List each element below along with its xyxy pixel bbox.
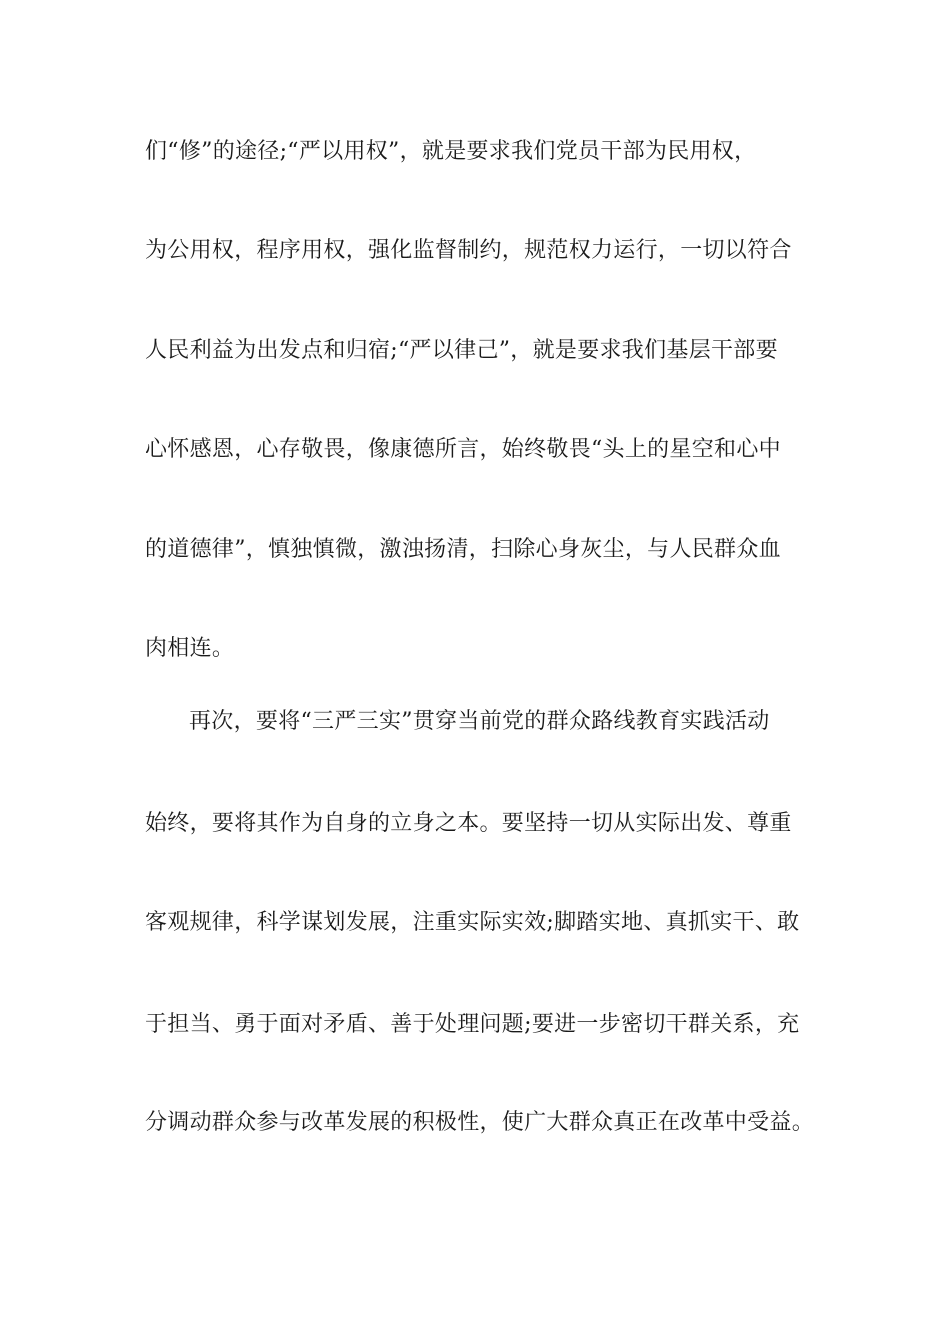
text-line: 肉相连。 [145,636,235,661]
text-line: 人民利益为出发点和归宿;“严以律己”，就是要求我们基层干部要 [145,338,778,363]
text-line: 分调动群众参与改革发展的积极性，使广大群众真正在改革中受益。 [145,1110,815,1135]
text-line: 们“修”的途径;“严以用权”，就是要求我们党员干部为民用权， [145,139,757,164]
text-line: 客观规律，科学谋划发展，注重实际实效;脚踏实地、真抓实干、敢 [145,910,800,935]
text-line: 于担当、勇于面对矛盾、善于处理问题;要进一步密切干群关系，充 [145,1012,800,1037]
paragraph-first-line: 再次，要将“三严三实”贯穿当前党的群众路线教育实践活动 [189,709,770,734]
text-line: 始终，要将其作为自身的立身之本。要坚持一切从实际出发、尊重 [145,811,792,836]
text-line: 为公用权，程序用权，强化监督制约，规范权力运行，一切以符合 [145,238,792,263]
text-line: 心怀感恩，心存敬畏，像康德所言，始终敬畏“头上的星空和心中 [145,437,781,462]
text-line: 的道德律”，慎独慎微，激浊扬清，扫除心身灰尘，与人民群众血 [145,537,781,562]
